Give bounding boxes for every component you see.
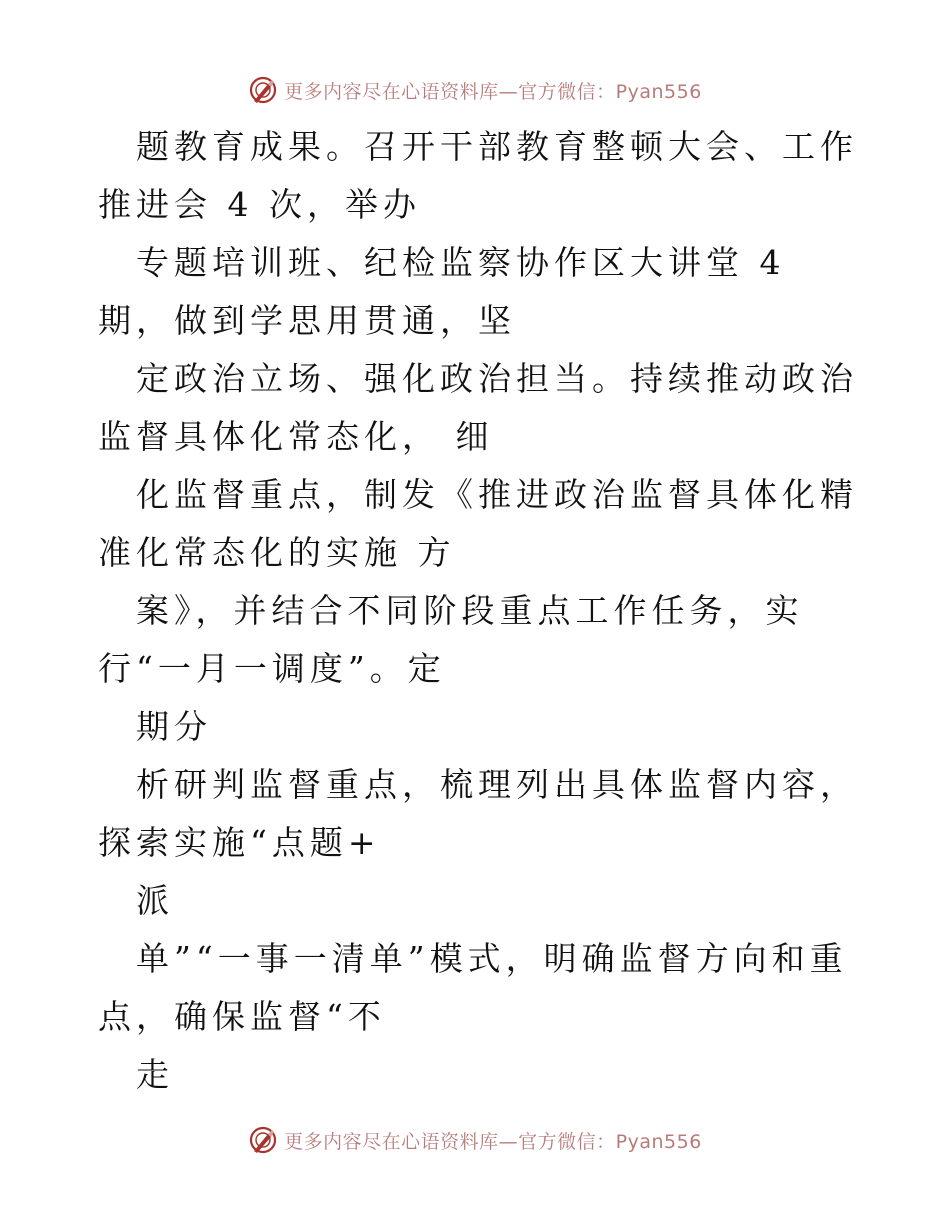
header-watermark-text: 更多内容尽在心语资料库—官方微信：Pyan556	[284, 80, 702, 103]
paragraph: 走	[136, 1055, 174, 1094]
pen-logo-icon	[248, 1125, 278, 1155]
footer-watermark-text: 更多内容尽在心语资料库—官方微信：Pyan556	[284, 1130, 702, 1153]
paragraph: 单”“一事一清单”模式，明确监督方向和重点，确保监督“不	[98, 939, 848, 1036]
paragraph: 专题培训班、纪检监察协作区大讲堂 4 期，做到学思用贯通，坚	[98, 243, 786, 340]
paragraph: 化监督重点，制发《推进政治监督具体化精准化常态化的实施 方	[98, 475, 858, 572]
pen-logo-icon	[248, 75, 278, 105]
paragraph: 析研判监督重点，梳理列出具体监督内容，探索实施“点题+	[98, 765, 858, 862]
paragraph: 案》，并结合不同阶段重点工作任务，实行“一月一调度”。定	[98, 591, 804, 688]
paragraph: 派	[136, 881, 174, 920]
paragraph: 定政治立场、强化政治担当。持续推动政治监督具体化常态化， 细	[98, 359, 858, 456]
footer-watermark	[0, 1120, 950, 1160]
paragraph: 期分	[136, 707, 212, 746]
header-watermark	[0, 70, 950, 110]
document-body	[98, 118, 858, 1104]
paragraph: 题教育成果。召开干部教育整顿大会、工作推进会 4 次，举办	[98, 127, 858, 224]
